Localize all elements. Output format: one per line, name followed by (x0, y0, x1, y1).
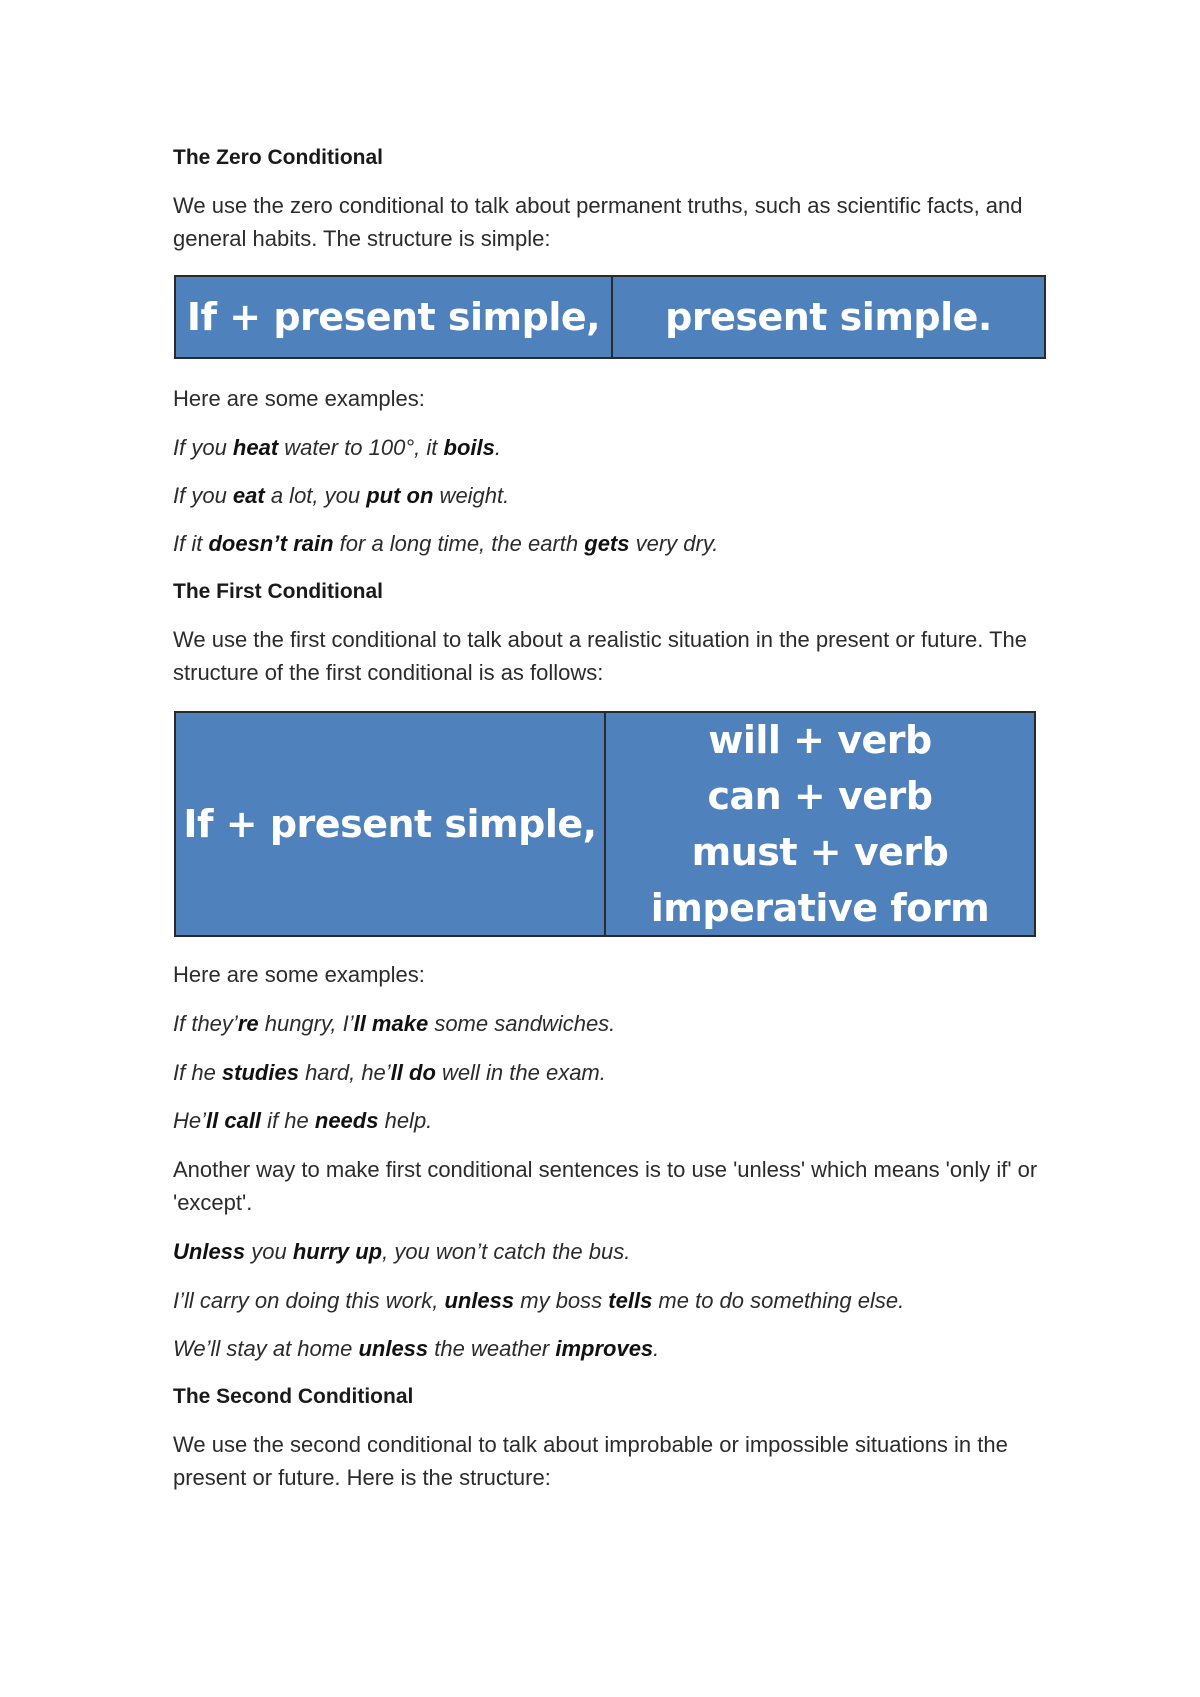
emphasized-verb: put on (366, 483, 434, 508)
first-if-clause-cell: If + present simple, (183, 802, 597, 846)
main-clause-option: imperative form (650, 886, 990, 930)
example-sentence: If you heat water to 100°, it boils. (173, 435, 501, 460)
example-sentence: He’ll call if he needs help. (173, 1108, 433, 1133)
emphasized-verb: tells (608, 1288, 653, 1313)
emphasized-verb: gets (584, 531, 630, 556)
emphasized-verb: heat (232, 435, 279, 460)
main-clause-option: can + verb (707, 774, 933, 818)
example-sentence: If they’re hungry, I’ll make some sandwiches. (173, 1011, 616, 1036)
example-sentence: If you eat a lot, you put on weight. (173, 483, 510, 508)
second-conditional-intro: We use the second conditional to talk about improbable or impossible situations in the present or future. Here is the structure: (173, 1432, 1008, 1490)
emphasized-verb: studies (221, 1060, 299, 1085)
zero-if-clause-cell: If + present simple, (186, 295, 601, 339)
emphasized-verb: needs (314, 1108, 379, 1133)
example-sentence: If he studies hard, he’ll do well in the exam. (173, 1060, 606, 1085)
unless-intro: Another way to make first conditional sentences is to use 'unless' which means 'only if' or 'except'. (173, 1157, 1038, 1215)
example-sentence: If it doesn’t rain for a long time, the earth gets very dry. (173, 531, 719, 556)
emphasized-verb: improves (555, 1336, 654, 1361)
zero-conditional-heading: The Zero Conditional (173, 146, 383, 169)
emphasized-verb: unless (358, 1336, 429, 1361)
first-conditional-heading: The First Conditional (173, 580, 383, 603)
main-clause-option: must + verb (691, 830, 949, 874)
second-conditional-heading: The Second Conditional (173, 1385, 414, 1408)
unless-example-sentence: I’ll carry on doing this work, unless my boss tells me to do something else. (173, 1288, 905, 1313)
first-main-clause-cell (604, 713, 1034, 935)
emphasized-verb: boils (443, 435, 495, 460)
emphasized-verb: eat (232, 483, 265, 508)
emphasized-verb: ll make (353, 1011, 429, 1036)
unless-example-sentence: We’ll stay at home unless the weather improves. (173, 1336, 660, 1361)
emphasized-verb: unless (444, 1288, 515, 1313)
emphasized-verb: Unless (173, 1239, 246, 1264)
zero-examples-intro: Here are some examples: (173, 386, 425, 411)
emphasized-verb: doesn’t rain (208, 531, 334, 556)
first-examples-intro: Here are some examples: (173, 962, 425, 987)
emphasized-verb: re (237, 1011, 259, 1036)
emphasized-verb: ll call (206, 1108, 262, 1133)
zero-conditional-intro: We use the zero conditional to talk about permanent truths, such as scientific facts, and general habits. The structure is simple: (173, 193, 1023, 251)
emphasized-verb: ll do (390, 1060, 436, 1085)
emphasized-verb: hurry up (292, 1239, 383, 1264)
first-conditional-structure-table (174, 711, 1036, 937)
zero-conditional-structure-table (174, 275, 1046, 359)
main-clause-option: will + verb (708, 718, 932, 762)
zero-main-clause-cell: present simple. (611, 277, 1044, 357)
unless-example-sentence: Unless you hurry up, you won’t catch the bus. (173, 1239, 631, 1264)
first-conditional-intro: We use the first conditional to talk about a realistic situation in the present or future. The structure of the first conditional is as follows: (173, 627, 1027, 685)
